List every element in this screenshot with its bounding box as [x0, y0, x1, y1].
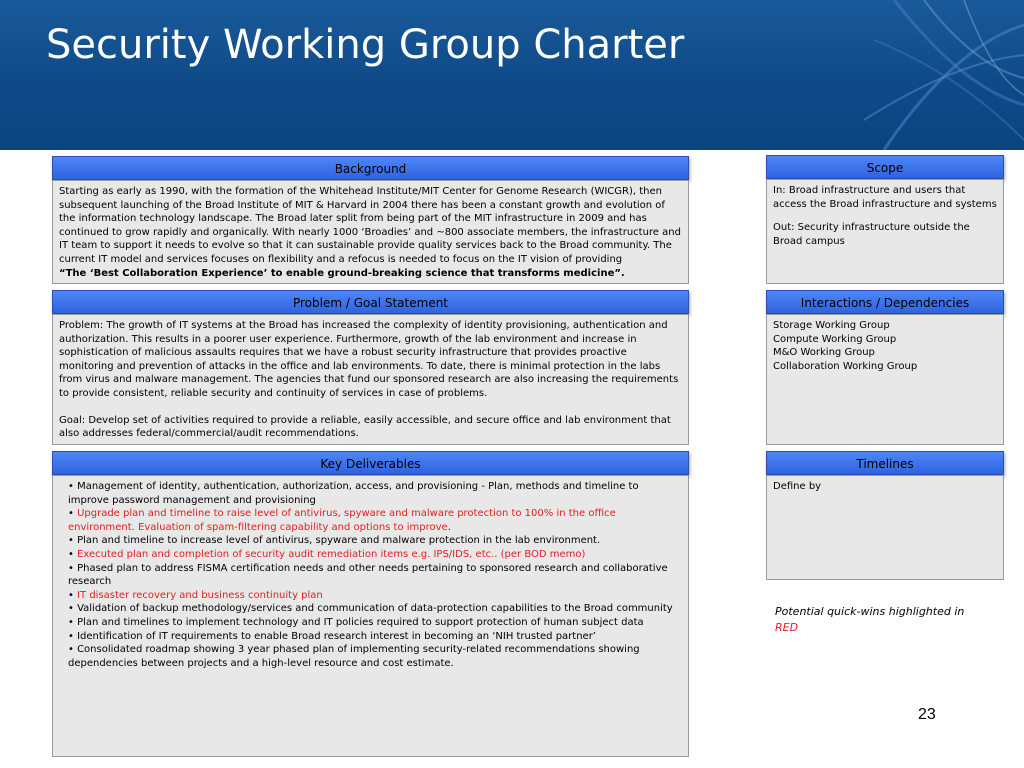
deliverable-item: • IT disaster recovery and business continuity plan — [68, 589, 323, 601]
deliverable-item-highlight: IT disaster recovery and business continuity plan — [77, 589, 323, 601]
deliverable-item-highlight: Upgrade plan and timeline to raise level of antivirus, spyware and malware protection to 100% in the office environment. Evaluation of spam-filtering capability and options to improve — [68, 508, 616, 533]
deliverable-item: • Executed plan and completion of security audit remediation items e.g. IPS/IDS, etc.. (per BOD memo) — [68, 548, 586, 560]
scope-out-text: Out: Security infrastructure outside the Broad campus — [773, 222, 970, 247]
quick-wins-note — [775, 604, 1005, 636]
background-header: Background — [52, 156, 689, 180]
timelines-header: Timelines — [766, 451, 1004, 475]
deliverable-item: • Management of identity, authentication, authorization, access, and provisioning - Plan, methods and timeline to improve password management and provisioning — [68, 481, 639, 506]
interaction-item: M&O Working Group — [773, 347, 875, 359]
problem-text: Problem: The growth of IT systems at the Broad has increased the complexity of identity provisioning, authentication and authorization. This results in a poorer user experience. Furthermore, growth of the lab environment and increase in sophistication of malicious assaults requires that we have a robust security infrastructure that provides proactive monitoring and prevention of attacks in the office and lab environments. To date, there is minimal protection in the labs from virus and malware management. The agencies that fund our sponsored research are also increasing the requirements to provide consistent, reliable security and continuity of services in case of problems. — [59, 320, 679, 399]
slide-header-band — [0, 0, 1024, 150]
deliverable-item: • Validation of backup methodology/services and communication of data-protection capabilities to the Broad community — [68, 603, 673, 615]
goal-text: Goal: Develop set of activities required to provide a reliable, easily accessible, and secure office and lab environment that also addresses federal/commercial/audit recommendations. — [59, 414, 671, 440]
deliverable-item: • Upgrade plan and timeline to raise level of antivirus, spyware and malware protection to 100% in the office environment. Evaluation of spam-filtering capability and options to improve. — [68, 508, 616, 533]
key-deliverables-panel — [52, 475, 689, 757]
background-text: Starting as early as 1990, with the formation of the Whitehead Institute/MIT Center for Genome Research (WICGR), then subsequent launching of the Broad Institute of MIT & Harvard in 2004 there has been a constant growth and evolution of the information technology landscape. The Broad later split from being part of the MIT infrastructure in 2009 and has continued to grow rapidly and organically. With nearly 1000 ‘Broadies’ and ~800 associate members, the infrastructure and IT team to support it needs to evolve so that it can sustainable provide quality services back to the Broad community. The current IT model and services focuses on flexibility and a refocus is needed to focus on the IT vision of providing — [59, 186, 681, 265]
quick-wins-note-text: Potential quick-wins highlighted in — [775, 605, 965, 618]
timelines-panel — [766, 475, 1004, 580]
deliverable-item: • Plan and timelines to implement technology and IT policies required to support protection of human subject data — [68, 616, 644, 628]
background-vision-text: “The ‘Best Collaboration Experience’ to enable ground-breaking science that transforms medicine”. — [59, 267, 625, 279]
scope-in-text: In: Broad infrastructure and users that access the Broad infrastructure and systems — [773, 185, 997, 210]
deliverable-item-highlight: Executed plan and completion of security audit remediation items e.g. IPS/IDS, etc.. (per BOD memo) — [77, 548, 586, 560]
scope-header: Scope — [766, 155, 1004, 179]
problem-goal-panel — [52, 314, 689, 445]
interaction-item: Collaboration Working Group — [773, 360, 918, 372]
globe-swoosh-decoration — [864, 0, 1024, 150]
deliverable-item: • Plan and timeline to increase level of antivirus, spyware and malware protection in the lab environment. — [68, 535, 601, 547]
interactions-header: Interactions / Dependencies — [766, 290, 1004, 314]
key-deliverables-header: Key Deliverables — [52, 451, 689, 475]
background-panel — [52, 180, 689, 284]
slide-title: Security Working Group Charter — [46, 22, 685, 68]
deliverable-item: • Identification of IT requirements to enable Broad research interest in becoming an ‘NIH trusted partner’ — [68, 630, 596, 642]
interactions-panel — [766, 314, 1004, 445]
interaction-item: Storage Working Group — [773, 320, 890, 331]
deliverable-item: • Phased plan to address FISMA certification needs and other needs pertaining to sponsored research and collaborative research — [68, 562, 668, 588]
problem-goal-header: Problem / Goal Statement — [52, 290, 689, 314]
timelines-text: Define by — [773, 481, 822, 492]
interaction-item: Compute Working Group — [773, 333, 897, 345]
quick-wins-red-word: RED — [775, 621, 799, 634]
scope-panel — [766, 179, 1004, 284]
page-number: 23 — [918, 706, 936, 723]
deliverable-item: • Consolidated roadmap showing 3 year phased plan of implementing security-related recommendations showing dependencies between projects and a high-level resource and cost estimate. — [68, 644, 640, 669]
